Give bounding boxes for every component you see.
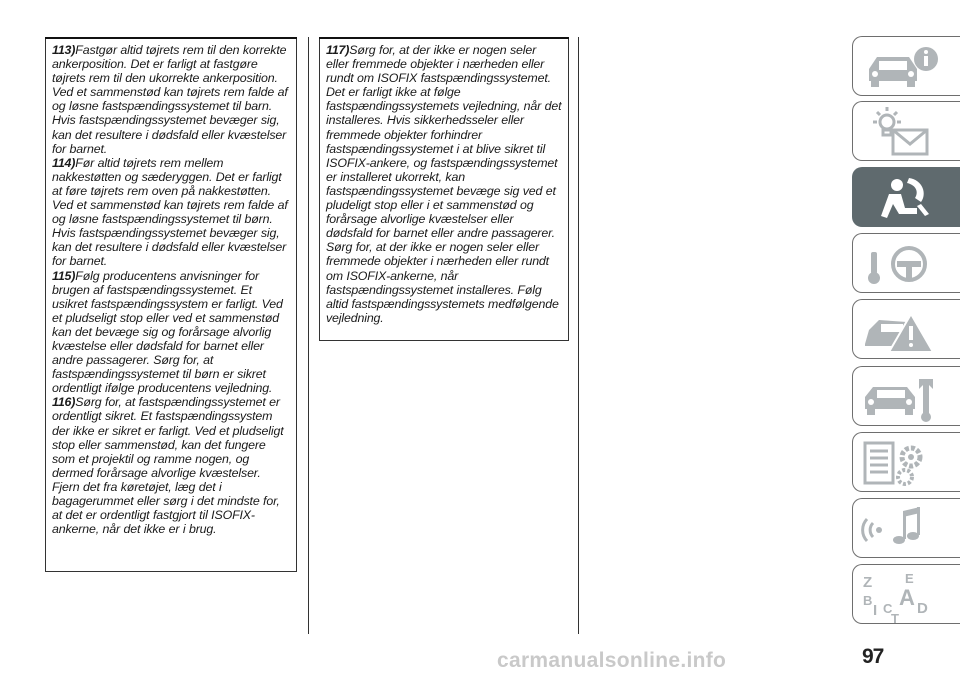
car-emergency-warning-icon [853,300,960,360]
warning-paragraph-113 [52,43,290,156]
warning-paragraph-117 [326,43,562,325]
warning-number: 116) [52,395,76,410]
car-info-icon [853,37,960,97]
page-number: 97 [862,645,884,668]
column-divider [308,37,309,634]
tab-servicing[interactable] [852,366,960,426]
multimedia-music-icon [853,499,960,559]
tab-warning-lights[interactable] [852,101,960,161]
tab-multimedia[interactable] [852,498,960,558]
warning-paragraph-116 [52,395,290,536]
warning-text: Sørg for, at der ikke er nogen seler eller fremmede objekter i nærheden eller rundt om ISOFIX fastspændingssystemet. Det er farligt ikke at følge fastspændingssystemets vejledning, når det installeres. Hvis sikkerhedsseler eller fremmede objekter forhindrer fastspændingssystemet i at blive sikret til ISOFIX-ankere, og fastspændingssystemet er installeret ukorrekt, kan fastspændingssystemet bevæge sig ved et pludeligt stop eller i et sammenstød og forårsage alvorlige kvæstelser eller dødsfald for barnet eller andre passagerer. Sørg for, at der ikke er nogen seler eller fremmede objekter i nærheden eller rundt om ISOFIX-ankerne, når fastspændingssystemet installeres. Følg altid fastspændingssystemets medfølgende vejledning. [326,43,562,325]
tab-technical-data[interactable] [852,432,960,492]
index-letter: I [873,602,878,619]
column-divider [578,37,579,634]
warning-box-left [45,37,297,572]
seat-airbag-safety-icon [853,168,960,228]
index-letter: E [905,571,914,586]
warning-number: 115) [52,268,76,283]
warning-text: Sørg for, at fastspændingssystemet er ordentligt sikret. Et fastspændingssystem der ikke er sikret er farligt. Ved et pludseligt stop eller sammenstød, kan det fungere som et projektil og ramme nogen, og dermed forårsage alvorlige kvæstelser. Fjern det fra køretøjet, læg det i bagagerummet eller sørg i det mindste for, at det er ordentligt fastgjort til ISOFIX-ankerne, når det ikke er i brug. [52,395,284,537]
warning-number: 114) [52,155,76,170]
warning-box-right [319,37,569,341]
warning-box-top-rule [319,37,569,39]
warning-number: 117) [326,43,350,57]
warning-lights-message-icon [853,102,960,162]
index-letter: D [917,600,928,617]
tab-emergency[interactable] [852,299,960,359]
index-letter: A [899,585,915,610]
index-letter: Z [863,574,873,591]
alphabetical-index-icon [853,565,960,625]
index-letter: T [891,611,899,625]
index-letter: C [883,601,893,616]
warning-number: 113) [52,43,76,57]
warning-text: Fastgør altid tøjrets rem til den korrekte ankerposition. Det er farligt at fastgøre tøjrets rem til den ukorrekte ankerposition. Ved et sammenstød kan tøjrets rem falde af og løsne fastspændingssystemet til barn. Hvis fastspændingssystemet bevæger sig, kan det resultere i dødsfald eller kvæstelser for barnet. [52,43,288,156]
warning-paragraph-114 [52,156,290,269]
technical-data-gears-icon [853,433,960,493]
car-service-wrench-icon [853,367,960,427]
tab-starting-driving[interactable] [852,233,960,293]
warning-text: Følg producentens anvisninger for brugen af fastspændingssystemet. Et usikret fastspændingssystem er farligt. Ved et pludseligt stop eller ved et sammenstød kan det bevæge sig og forårsage alvorlig kvæstelse eller dødsfald for barnet eller andre passagerer. Sørg for, at fastspændingssystemet til børn er sikret ordentligt ifølge producentens vejledning. [52,268,283,396]
tab-safety[interactable] [852,167,960,227]
warning-paragraph-115 [52,269,290,396]
warning-text: Før altid tøjrets rem mellem nakkestøtten og sæderyggen. Det er farligt at føre tøjrets rem oven på nakkestøtten. Ved et sammenstød kan tøjrets rem falde af og løsne fastspændingssystemet til børn. Hvis fastspændingssystemet bevæger sig, kan det resultere i dødsfald eller kvæstelser for barnet. [52,155,288,269]
key-steering-wheel-icon [853,234,960,294]
warning-box-top-rule [45,37,297,39]
watermark-text: carmanualsonline.info [497,649,727,672]
tab-index[interactable] [852,564,960,624]
tab-car-info[interactable] [852,36,960,96]
index-letter: B [863,593,873,608]
